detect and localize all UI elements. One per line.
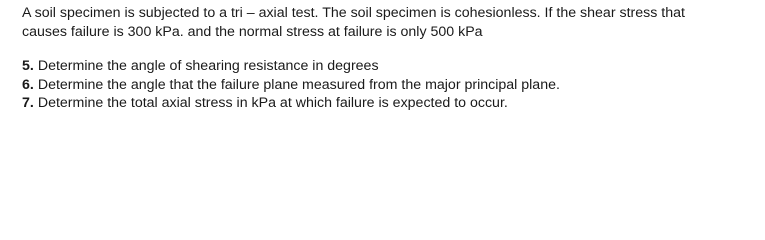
problem-statement-line-2: causes failure is 300 kPa. and the normal stress at failure is only 500 kPa <box>22 24 483 40</box>
problem-statement <box>22 4 762 42</box>
question-number: 6. <box>22 76 34 93</box>
question-item <box>22 94 762 113</box>
question-item <box>22 57 762 76</box>
question-list <box>22 57 762 113</box>
problem-statement-line-1: A soil specimen is subjected to a tri – axial test. The soil specimen is cohesionless. If the shear stress that <box>22 5 685 21</box>
problem-document <box>22 4 762 113</box>
question-number: 7. <box>22 95 34 111</box>
question-number: 5. <box>22 58 34 74</box>
question-item <box>22 76 762 95</box>
question-text: Determine the angle of shearing resistance in degrees <box>37 58 379 74</box>
question-text: Determine the total axial stress in kPa at which failure is expected to occur. <box>37 95 508 111</box>
question-text: Determine the angle that the failure plane measured from the major principal plane. <box>37 76 560 93</box>
